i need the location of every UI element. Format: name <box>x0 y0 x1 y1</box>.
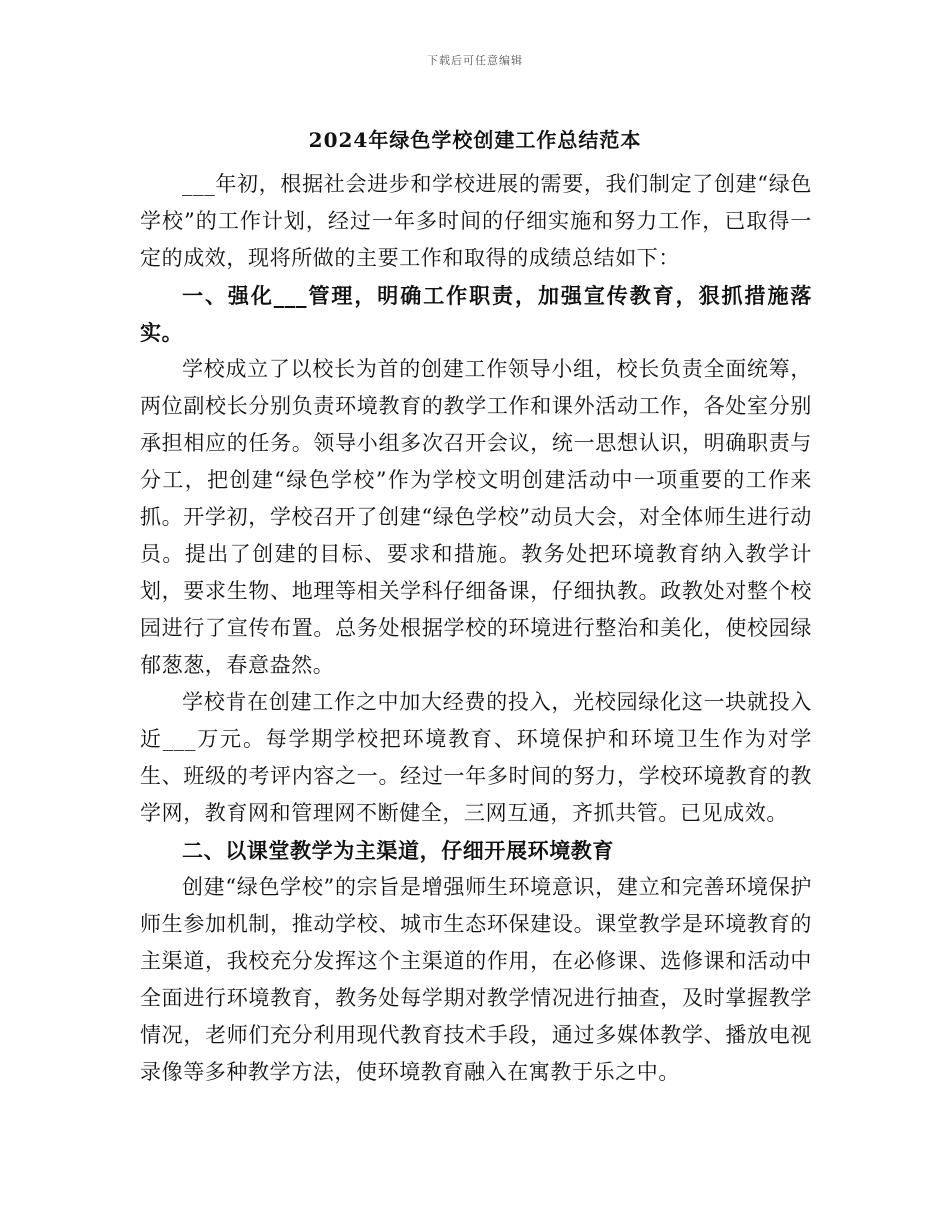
body-paragraph: 创建“绿色学校”的宗旨是增强师生环境意识，建立和完善环境保护师生参加机制，推动学校、城市生态环保建设。课堂教学是环境教育的主渠道，我校充分发挥这个主渠道的作用，在必修课、选修课和活动中全面进行环境教育，教务处每学期对教学情况进行抽查，及时掌握教学情况，老师们充分利用现代教育技术手段，通过多媒体教学、播放电视录像等多种教学方法，使环境教育融入在寓教于乐之中。 <box>140 875 812 1084</box>
intro-paragraph: ___年初，根据社会进步和学校进展的需要，我们制定了创建“绿色学校”的工作计划，经过一年多时间的仔细实施和努力工作，已取得一定的成效，现将所做的主要工作和取得的成绩总结如下： <box>140 172 812 270</box>
body-paragraph: 学校肯在创建工作之中加大经费的投入，光校园绿化这一块就投入近___万元。每学期学校把环境教育、环境保护和环境卫生作为对学生、班级的考评内容之一。经过一年多时间的努力，学校环境教育的教学网，教育网和管理网不断健全，三网互通，齐抓共管。已见成效。 <box>140 690 812 825</box>
document-title: 2024年绿色学校创建工作总结范本 <box>308 128 642 152</box>
body-paragraph: 学校成立了以校长为首的创建工作领导小组，校长负责全面统筹，两位副校长分别负责环境教育的教学工作和课外活动工作，各处室分别承担相应的任务。领导小组多次召开会议，统一思想认识，明确职责与分工，把创建“绿色学校”作为学校文明创建活动中一项重要的工作来抓。开学初，学校召开了创建“绿色学校”动员大会，对全体师生进行动员。提出了创建的目标、要求和措施。教务处把环境教育纳入教学计划，要求生物、地理等相关学科仔细备课，仔细执教。政教处对整个校园进行了宣传布置。总务处根据学校的环境进行整治和美化，使校园绿郁葱葱，春意盎然。 <box>140 357 812 677</box>
document-body <box>140 166 812 1091</box>
header-note: 下载后可任意编辑 <box>427 54 523 67</box>
section-heading-2: 二、以课堂教学为主渠道，仔细开展环境教育 <box>182 838 614 863</box>
section-heading-1: 一、强化___管理，明确工作职责，加强宣传教育，狠抓措施落实。 <box>140 283 812 345</box>
